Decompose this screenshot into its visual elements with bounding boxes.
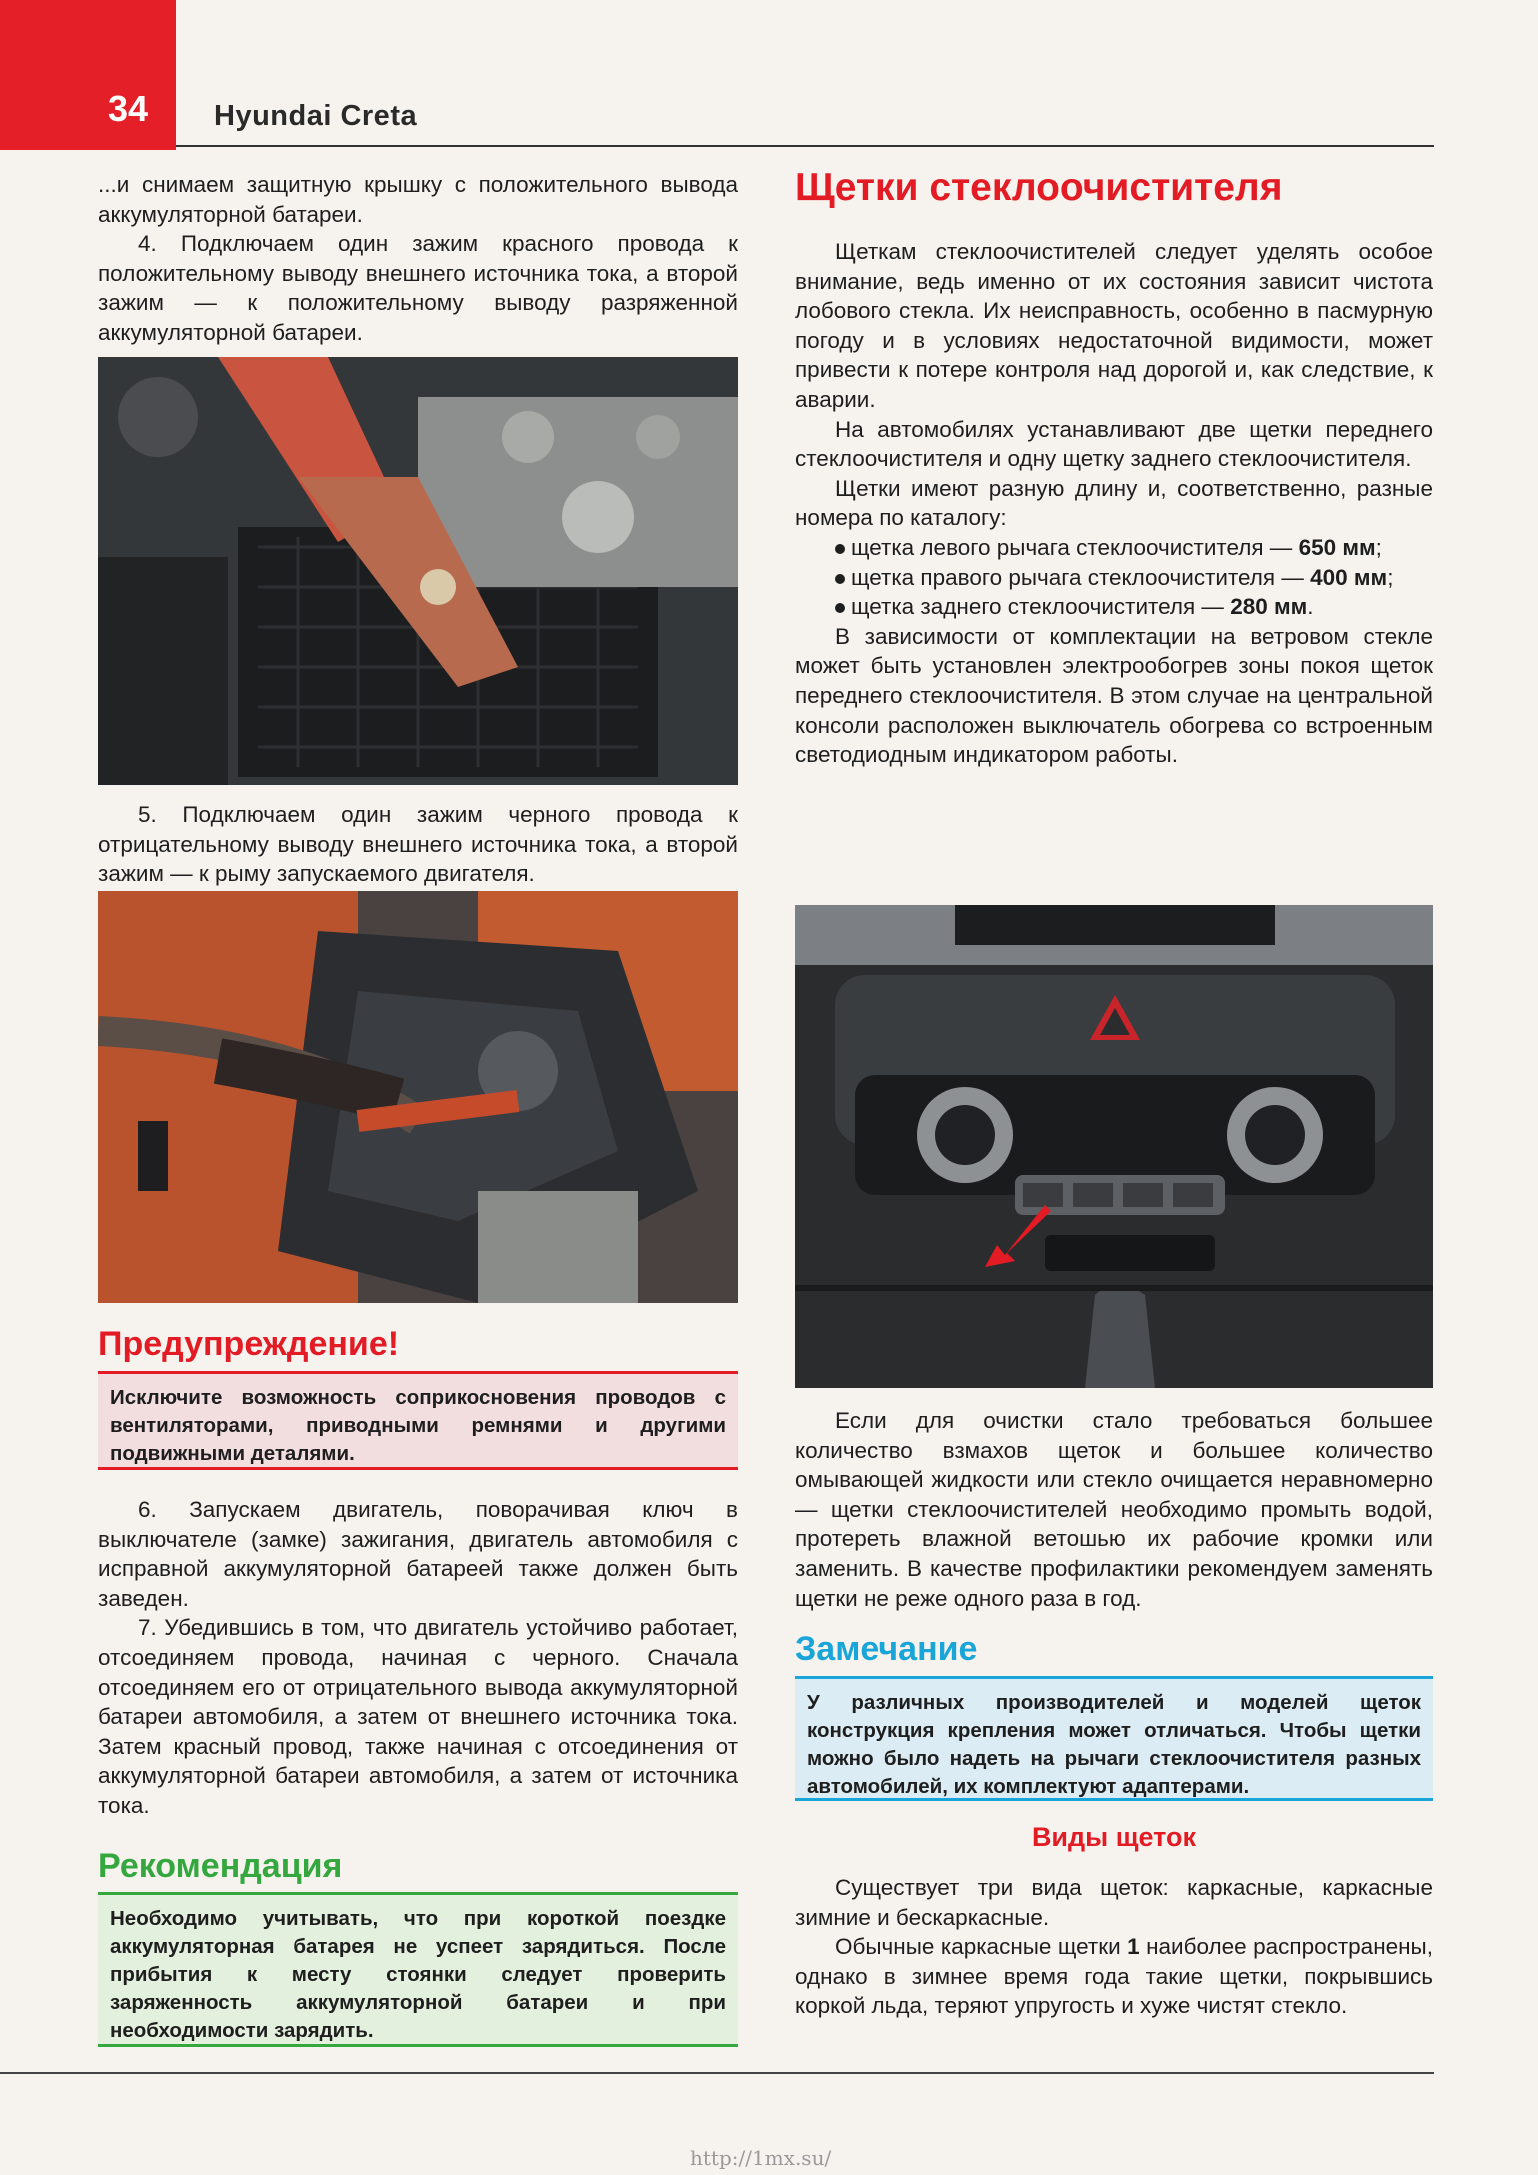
battery-clamp-photo — [98, 357, 738, 785]
subsection-title: Виды щеток — [1031, 1822, 1197, 1852]
left-column-mid — [98, 800, 738, 889]
right-column-top — [795, 237, 1433, 770]
wiper-heating-paragraph: В зависимости от комплектации на ветровом стекле может быть установлен электрообогрев зоны покоя щеток переднего стеклоочистителя. В этом случае на центральной консоли расположен выключатель обогрева со встроенным светодиодным индикатором работы. — [795, 623, 1433, 768]
page-number-tab — [0, 0, 176, 150]
center-console-photo — [795, 905, 1433, 1388]
warning-heading: Предупреждение! — [98, 1325, 400, 1363]
right-column-bottom — [795, 1873, 1433, 2021]
bullet-icon — [835, 574, 845, 584]
footer-divider — [0, 2072, 1434, 2074]
page-number: 34 — [108, 88, 149, 129]
note-box: У различных производителей и моделей щеток конструкция крепления может отличаться. Чтобы щетки можно было надеть на рычаги стеклоочистителя разных автомобилей, их комплектуют адаптерами. — [795, 1679, 1433, 1801]
recommendation-heading: Рекомендация — [98, 1847, 343, 1885]
frame-wiper-paragraph: Обычные каркасные щетки 1 наиболее распространены, однако в зимнее время года такие щетки, покрывшись коркой льда, теряют упругость и хуже чистят стекло. — [795, 1934, 1433, 2019]
wiper-cleaning-paragraph: Если для очистки стало требоваться большее количество взмахов щеток и большее количество омывающей жидкости или стекло очищается неравномерно — щетки стеклоочистителей необходимо промыть водой, протереть влажной ветошью их рабочие кромки или заменить. В качестве профилактики рекомендуем заменять щетки не реже одного раза в год. — [795, 1408, 1433, 1611]
left-column-top — [98, 170, 738, 348]
footer-url: http://1mx.su/ — [690, 2146, 832, 2170]
bullet-icon — [835, 544, 845, 554]
wiper-length-paragraph: Щетки имеют разную длину и, соответственно, разные номера по каталогу: — [795, 475, 1433, 531]
recommendation-box: Необходимо учитывать, что при короткой поездке аккумуляторная батарея не успеет зарядиться. После прибытия к месту стоянки следует проверить заряженность аккумуляторной батареи и при необходимости зарядить. — [98, 1895, 738, 2047]
bullet-item-right: щетка правого рычага стеклоочистителя — 400 мм; — [795, 563, 1433, 593]
left-column-bottom — [98, 1495, 738, 1821]
running-title: Hyundai Creta — [214, 100, 418, 132]
step-4-paragraph: 4. Подключаем один зажим красного провода к положительному выводу внешнего источника тока, а второй зажим — к положительному выводу разряженной аккумуляторной батареи. — [98, 231, 738, 345]
warning-box: Исключите возможность соприкосновения проводов с вентиляторами, приводными ремнями и другими подвижными деталями. — [98, 1374, 738, 1470]
intro-paragraph: ...и снимаем защитную крышку с положительного вывода аккумуляторной батареи. — [98, 172, 738, 227]
wiper-intro-paragraph: Щеткам стеклоочистителей следует уделять особое внимание, ведь именно от их состояния зависит чистота лобового стекла. Их неисправность, особенно в пасмурную погоду и в условиях недостаточной видимости, может привести к потере контроля над дорогой и, как следствие, к аварии. — [795, 239, 1433, 412]
step-5-paragraph: 5. Подключаем один зажим черного провода к отрицательному выводу внешнего источника тока, а второй зажим — к рыму запускаемого двигателя. — [98, 802, 738, 887]
step-7-paragraph: 7. Убедившись в том, что двигатель устойчиво работает, отсоединяем провода, начиная с черного. Сначала отсоединяем его от отрицательного вывода аккумуляторной батареи автомобиля, а затем от внешнего источника тока. Затем красный провод, также начиная с отсоединения от аккумуляторной батареи автомобиля, а затем от источника тока. — [98, 1615, 738, 1818]
wiper-count-paragraph: На автомобилях устанавливают две щетки переднего стеклоочистителя и одну щетку заднего стеклоочистителя. — [795, 416, 1433, 472]
wiper-types-paragraph: Существует три вида щеток: каркасные, каркасные зимние и бескаркасные. — [795, 1875, 1433, 1930]
engine-ground-photo — [98, 891, 738, 1303]
step-6-paragraph: 6. Запускаем двигатель, поворачивая ключ в выключателе (замке) зажигания, двигатель автомобиля с исправной аккумуляторной батареей также должен быть заведен. — [98, 1497, 738, 1611]
bullet-item-left: щетка левого рычага стеклоочистителя — 650 мм; — [795, 533, 1433, 563]
section-title: Щетки стеклоочистителя — [795, 166, 1283, 209]
bullet-item-rear: щетка заднего стеклоочистителя — 280 мм. — [795, 592, 1433, 622]
bullet-icon — [835, 603, 845, 613]
right-column-mid — [795, 1406, 1433, 1613]
header-divider — [176, 145, 1434, 147]
note-heading: Замечание — [795, 1630, 978, 1668]
